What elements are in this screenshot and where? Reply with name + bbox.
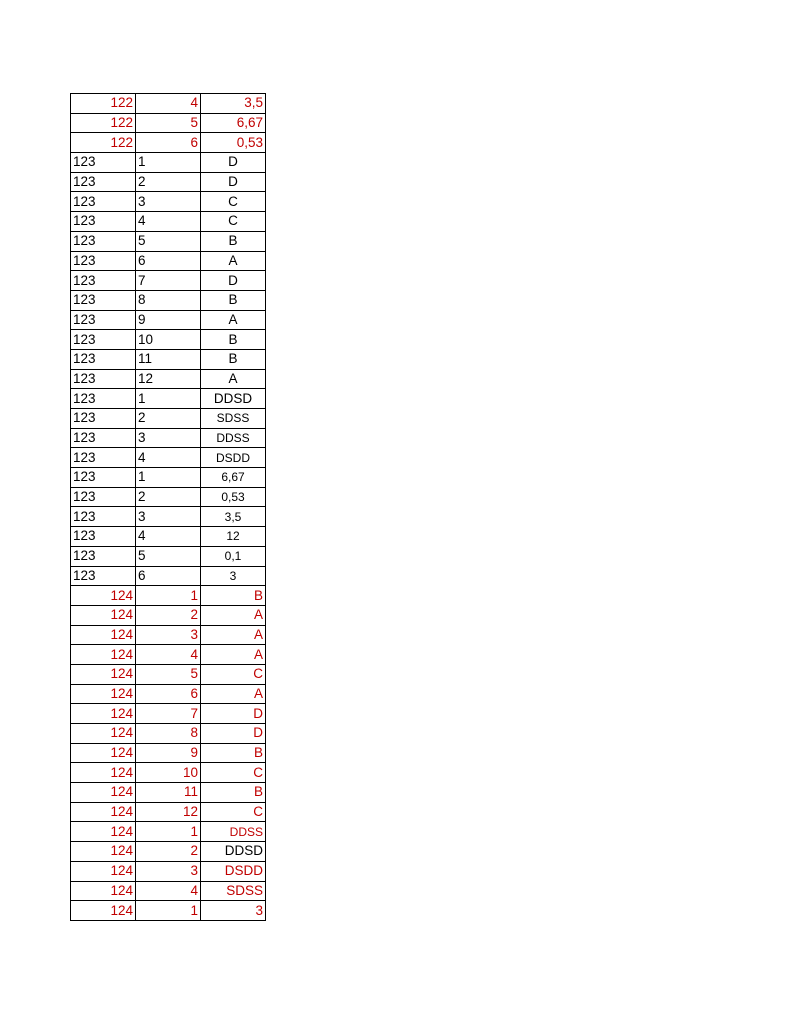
cell-id: 124 — [71, 704, 136, 724]
cell-answer: A — [201, 625, 266, 645]
table-row — [71, 783, 266, 803]
cell-answer: SDSS — [201, 881, 266, 901]
cell-answer: B — [201, 743, 266, 763]
cell-question-number: 1 — [136, 586, 201, 606]
cell-answer: A — [201, 251, 266, 271]
cell-question-number: 2 — [136, 487, 201, 507]
cell-id: 124 — [71, 605, 136, 625]
table-row — [71, 802, 266, 822]
table-row — [71, 743, 266, 763]
table-row — [71, 369, 266, 389]
cell-answer: D — [201, 724, 266, 744]
cell-id: 124 — [71, 842, 136, 862]
cell-question-number: 2 — [136, 172, 201, 192]
cell-question-number: 4 — [136, 94, 201, 114]
cell-question-number: 8 — [136, 290, 201, 310]
cell-id: 124 — [71, 664, 136, 684]
cell-question-number: 6 — [136, 133, 201, 153]
cell-answer: C — [201, 192, 266, 212]
cell-id: 123 — [71, 271, 136, 291]
cell-question-number: 2 — [136, 842, 201, 862]
cell-question-number: 4 — [136, 212, 201, 232]
cell-answer: 6,67 — [201, 113, 266, 133]
cell-question-number: 3 — [136, 507, 201, 527]
cell-question-number: 9 — [136, 310, 201, 330]
cell-id: 124 — [71, 684, 136, 704]
table-row — [71, 409, 266, 429]
cell-question-number: 8 — [136, 724, 201, 744]
cell-id: 123 — [71, 468, 136, 488]
cell-answer: D — [201, 271, 266, 291]
table-row — [71, 389, 266, 409]
table-row — [71, 251, 266, 271]
cell-question-number: 1 — [136, 901, 201, 921]
cell-answer: DDSS — [201, 428, 266, 448]
cell-id: 123 — [71, 153, 136, 173]
cell-question-number: 2 — [136, 409, 201, 429]
cell-id: 124 — [71, 881, 136, 901]
cell-answer: B — [201, 783, 266, 803]
cell-id: 123 — [71, 290, 136, 310]
cell-question-number: 5 — [136, 546, 201, 566]
cell-answer: D — [201, 153, 266, 173]
cell-question-number: 1 — [136, 153, 201, 173]
cell-id: 123 — [71, 172, 136, 192]
cell-question-number: 6 — [136, 251, 201, 271]
cell-answer: 0,1 — [201, 546, 266, 566]
cell-answer: C — [201, 802, 266, 822]
cell-question-number: 6 — [136, 566, 201, 586]
table-row — [71, 212, 266, 232]
cell-id: 124 — [71, 724, 136, 744]
cell-id: 124 — [71, 822, 136, 842]
cell-question-number: 12 — [136, 369, 201, 389]
cell-answer: DSDD — [201, 448, 266, 468]
cell-question-number: 12 — [136, 802, 201, 822]
cell-id: 123 — [71, 231, 136, 251]
cell-id: 123 — [71, 330, 136, 350]
answer-table-body — [71, 94, 266, 921]
cell-id: 123 — [71, 546, 136, 566]
cell-answer: 0,53 — [201, 133, 266, 153]
table-row — [71, 664, 266, 684]
cell-answer: DDSS — [201, 822, 266, 842]
table-row — [71, 645, 266, 665]
table-row — [71, 231, 266, 251]
cell-answer: B — [201, 231, 266, 251]
cell-id: 124 — [71, 783, 136, 803]
cell-id: 123 — [71, 349, 136, 369]
cell-question-number: 1 — [136, 468, 201, 488]
table-row — [71, 763, 266, 783]
cell-answer: B — [201, 330, 266, 350]
table-row — [71, 684, 266, 704]
cell-question-number: 9 — [136, 743, 201, 763]
cell-answer: C — [201, 763, 266, 783]
cell-id: 124 — [71, 625, 136, 645]
cell-question-number: 1 — [136, 389, 201, 409]
table-row — [71, 822, 266, 842]
cell-id: 123 — [71, 369, 136, 389]
cell-question-number: 4 — [136, 881, 201, 901]
cell-question-number: 1 — [136, 822, 201, 842]
table-row — [71, 271, 266, 291]
table-row — [71, 704, 266, 724]
table-row — [71, 172, 266, 192]
cell-answer: B — [201, 586, 266, 606]
cell-question-number: 5 — [136, 113, 201, 133]
cell-answer: 3,5 — [201, 94, 266, 114]
table-row — [71, 310, 266, 330]
cell-answer: 3,5 — [201, 507, 266, 527]
table-row — [71, 546, 266, 566]
cell-answer: C — [201, 212, 266, 232]
cell-id: 123 — [71, 428, 136, 448]
cell-question-number: 11 — [136, 349, 201, 369]
cell-question-number: 11 — [136, 783, 201, 803]
cell-answer: D — [201, 704, 266, 724]
cell-id: 123 — [71, 389, 136, 409]
cell-id: 122 — [71, 94, 136, 114]
cell-id: 124 — [71, 586, 136, 606]
table-row — [71, 133, 266, 153]
cell-question-number: 7 — [136, 704, 201, 724]
cell-answer: 0,53 — [201, 487, 266, 507]
cell-question-number: 7 — [136, 271, 201, 291]
cell-id: 122 — [71, 133, 136, 153]
cell-question-number: 5 — [136, 231, 201, 251]
cell-id: 124 — [71, 861, 136, 881]
table-row — [71, 605, 266, 625]
table-row — [71, 586, 266, 606]
cell-id: 124 — [71, 901, 136, 921]
table-row — [71, 448, 266, 468]
table-row — [71, 94, 266, 114]
cell-question-number: 2 — [136, 605, 201, 625]
cell-answer: C — [201, 664, 266, 684]
cell-question-number: 4 — [136, 645, 201, 665]
cell-id: 123 — [71, 310, 136, 330]
cell-answer: DDSD — [201, 842, 266, 862]
table-row — [71, 349, 266, 369]
cell-id: 123 — [71, 487, 136, 507]
cell-answer: 6,67 — [201, 468, 266, 488]
cell-answer: A — [201, 605, 266, 625]
cell-answer: 3 — [201, 566, 266, 586]
table-row — [71, 113, 266, 133]
answer-table — [70, 93, 266, 921]
cell-question-number: 4 — [136, 448, 201, 468]
cell-answer: A — [201, 310, 266, 330]
cell-answer: A — [201, 645, 266, 665]
cell-question-number: 10 — [136, 763, 201, 783]
cell-question-number: 3 — [136, 192, 201, 212]
cell-question-number: 3 — [136, 861, 201, 881]
table-row — [71, 192, 266, 212]
table-row — [71, 507, 266, 527]
cell-id: 123 — [71, 527, 136, 547]
cell-id: 123 — [71, 409, 136, 429]
cell-id: 123 — [71, 192, 136, 212]
cell-question-number: 4 — [136, 527, 201, 547]
table-row — [71, 901, 266, 921]
cell-question-number: 10 — [136, 330, 201, 350]
cell-answer: A — [201, 684, 266, 704]
cell-id: 124 — [71, 743, 136, 763]
table-row — [71, 861, 266, 881]
cell-answer: 3 — [201, 901, 266, 921]
cell-answer: D — [201, 172, 266, 192]
table-row — [71, 724, 266, 744]
cell-id: 123 — [71, 212, 136, 232]
cell-answer: DSDD — [201, 861, 266, 881]
cell-answer: B — [201, 290, 266, 310]
table-row — [71, 566, 266, 586]
table-row — [71, 428, 266, 448]
cell-answer: 12 — [201, 527, 266, 547]
cell-question-number: 3 — [136, 625, 201, 645]
cell-question-number: 3 — [136, 428, 201, 448]
table-row — [71, 468, 266, 488]
table-row — [71, 625, 266, 645]
cell-id: 123 — [71, 507, 136, 527]
cell-id: 124 — [71, 645, 136, 665]
table-row — [71, 153, 266, 173]
cell-id: 124 — [71, 763, 136, 783]
table-row — [71, 330, 266, 350]
cell-id: 123 — [71, 448, 136, 468]
table-row — [71, 487, 266, 507]
table-row — [71, 290, 266, 310]
cell-id: 123 — [71, 566, 136, 586]
table-row — [71, 527, 266, 547]
cell-id: 122 — [71, 113, 136, 133]
cell-id: 124 — [71, 802, 136, 822]
cell-question-number: 5 — [136, 664, 201, 684]
table-row — [71, 842, 266, 862]
cell-answer: A — [201, 369, 266, 389]
cell-answer: DDSD — [201, 389, 266, 409]
cell-id: 123 — [71, 251, 136, 271]
cell-answer: SDSS — [201, 409, 266, 429]
cell-answer: B — [201, 349, 266, 369]
cell-question-number: 6 — [136, 684, 201, 704]
table-row — [71, 881, 266, 901]
